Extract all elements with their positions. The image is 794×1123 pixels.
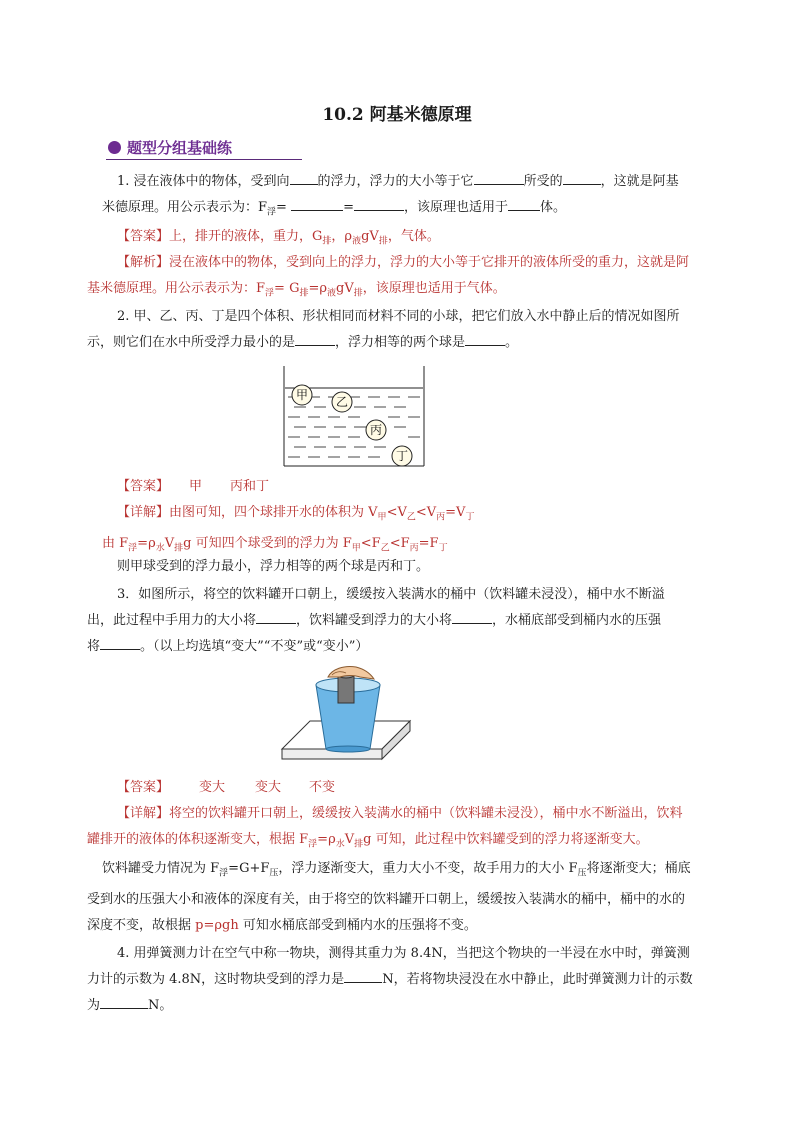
q2-answer: 【答案】 甲 丙和丁 (117, 479, 270, 494)
page-title: 10.2 阿基米德原理 (322, 105, 472, 125)
q1-answer: 【答案】上，排开的液体，重力，$G_排$，$\rho_液gV_排$，气体。 (117, 229, 440, 247)
ball-label-jia: 甲 (295, 388, 309, 402)
ball-label-bing: 丙 (369, 423, 383, 437)
bullet-dot-icon (108, 141, 121, 154)
q2-question: 2. 甲、乙、丙、丁是四个体积、形状相同而材料不同的小球，把它们放入水中静止后的情况如图所 示，则它们在水中所受浮力最小的是 ，浮力相等的两个球是 。 (87, 309, 680, 350)
q3-question: 3．如图所示，将空的饮料罐开口朝上，缓缓按入装满水的桶中（饮料罐未浸没），桶中水不断溢 出，此过程中手用力的大小将 ，饮料罐受到浮力的大小将 ，水桶底部受到桶内水的压强 将 。（以上均选填“变大”“不变”或“变小”） (87, 587, 665, 654)
ball-label-ding: 丁 (395, 449, 409, 463)
q4-question: 4. 用弹簧测力计在空气中称一物块，测得其重力为 8.4N，当把这个物块的一半浸在水中时，弹簧测 力计的示数为 4.8N，这时物块受到的浮力是 N，若将物块浸没在水中静止，此时弹簧测力计的示数 为 N。 (87, 946, 693, 1013)
q3-detail-forces: 饮料罐受力情况为 $F_浮=G+F_压$，浮力逐渐变大，重力大小不变，故手用力的大小 $F_压$将逐渐变大；桶底 受到水的压强大小和液体的深度有关，由于将空的饮料罐开口朝上，缓缓按入装满水的桶中，桶中的水的 深度不变，故根据 p=ρgh 可知水桶底部受到桶内水的压强将不变。 (87, 861, 691, 933)
q1-question: 1. 浸在液体中的物体，受到向 的浮力，浮力的大小等于它 所受的 ，这就是阿基 米德原理。用公示表示为：$F_浮=$ = ，该原理也适用于 体。 (102, 169, 720, 226)
q3-detail: 【详解】将空的饮料罐开口朝上，缓缓按入装满水的桶中（饮料罐未浸没），桶中水不断溢出，饮料 罐排开的液体的体积逐渐变大，根据 $F_浮=\rho_水V_排g$ 可知，此过程中饮料罐受到的浮力将逐渐变大。 (87, 806, 683, 850)
q2-detail: 【详解】由图可知，四个球排开水的体积为 $V_甲<V_乙<V_丙=V_丁$ 由 $F_浮=\rho_水V_排g$ 可知四个球受到的浮力为 $F_甲<F_乙<F_丙=F_丁$ (102, 505, 475, 554)
q2-detail-conclusion: 则甲球受到的浮力最小，浮力相等的两个球是丙和丁。 (117, 559, 430, 574)
can-in-bucket-figure (280, 663, 412, 769)
section-header (106, 137, 302, 160)
q1-analysis: 【解析】浸在液体中的物体，受到向上的浮力，浮力的大小等于它排开的液体所受的重力，这就是阿 基米德原理。用公示表示为：$F_浮= G_排=\rho_液gV_排$，该原理也适用于气体。 (87, 255, 690, 299)
ball-label-yi: 乙 (335, 395, 349, 409)
q3-answer: 【答案】 变大 变大 不变 (117, 780, 336, 795)
balls-in-water-figure (280, 366, 428, 468)
section-title: 题型分组基础练 (127, 139, 233, 157)
